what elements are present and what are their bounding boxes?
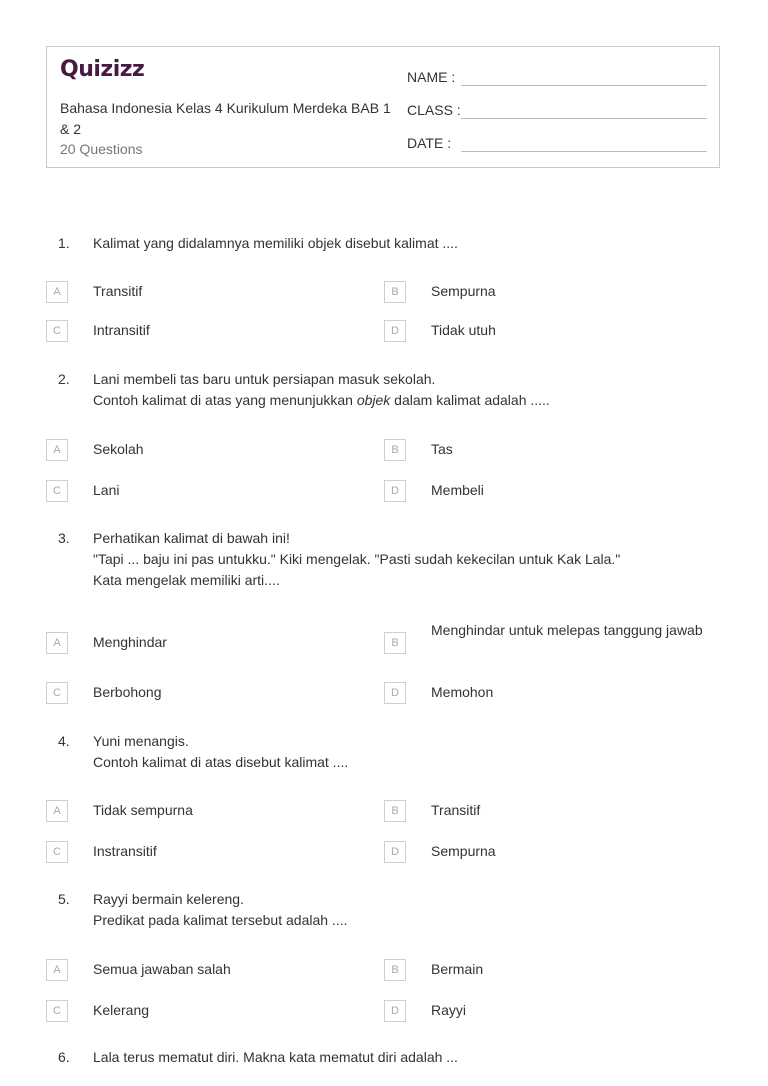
option-letter: B (384, 439, 406, 461)
name-label: NAME : (407, 69, 456, 85)
question-number: 4. (58, 733, 70, 749)
option-letter: C (46, 682, 68, 704)
question-line: Lala terus mematut diri. Makna kata mematut diri adalah ... (93, 1049, 458, 1065)
option-letter: D (384, 682, 406, 704)
option-text: Intransitif (93, 322, 150, 338)
question-number: 3. (58, 530, 70, 546)
question-number: 5. (58, 891, 70, 907)
option-text: Berbohong (93, 684, 162, 700)
name-field[interactable] (407, 64, 707, 88)
question-line-part: Contoh kalimat di atas yang menunjukkan (93, 392, 357, 408)
option-text: Rayyi (431, 1002, 467, 1018)
question-line: Perhatikan kalimat di bawah ini! (93, 530, 290, 546)
option-letter: D (384, 1000, 406, 1022)
option-text: Lani (93, 482, 120, 498)
option-letter: A (46, 959, 68, 981)
option-text: Semua jawaban salah (93, 961, 231, 977)
option-letter: C (46, 841, 68, 863)
question-text (93, 233, 733, 254)
class-field[interactable] (407, 97, 707, 121)
question-count: 20 Questions (60, 141, 143, 157)
question-line: Kalimat yang didalamnya memiliki objek disebut kalimat .... (93, 235, 458, 251)
option-letter: D (384, 480, 406, 502)
option-letter: B (384, 800, 406, 822)
class-line[interactable] (461, 118, 707, 119)
option-letter: A (46, 800, 68, 822)
option-text: Tidak utuh (431, 322, 496, 338)
option-text: Bermain (431, 961, 484, 977)
date-field[interactable] (407, 130, 707, 154)
option-letter: C (46, 480, 68, 502)
question-line: Rayyi bermain kelereng. (93, 891, 244, 907)
worksheet-title: Bahasa Indonesia Kelas 4 Kurikulum Merdeka BAB 1 & 2 (60, 100, 391, 137)
option-letter: C (46, 320, 68, 342)
option-text: Memohon (431, 684, 494, 700)
option-text: Menghindar (93, 634, 167, 650)
question-text (93, 889, 733, 931)
option-text: Transitif (431, 802, 481, 818)
question-line (93, 390, 733, 411)
option-text: Tidak sempurna (93, 802, 193, 818)
question-line: Yuni menangis. (93, 733, 189, 749)
option-text: Menghindar untuk melepas tanggung jawab (431, 622, 703, 638)
option-text: Membeli (431, 482, 484, 498)
name-line[interactable] (461, 85, 707, 86)
option-text: Sekolah (93, 441, 144, 457)
option-letter: B (384, 281, 406, 303)
option-letter: B (384, 632, 406, 654)
option-text: Instransitif (93, 843, 157, 859)
question-line-part: dalam kalimat adalah ..... (390, 392, 550, 408)
option-letter: B (384, 959, 406, 981)
class-label: CLASS : (407, 102, 461, 118)
question-line: Predikat pada kalimat tersebut adalah .... (93, 912, 348, 928)
question-line-emphasis: objek (356, 392, 391, 408)
question-line: Lani membeli tas baru untuk persiapan masuk sekolah. (93, 371, 436, 387)
question-number: 2. (58, 371, 70, 387)
option-text: Transitif (93, 283, 143, 299)
option-letter: D (384, 841, 406, 863)
option-text: Tas (431, 441, 453, 457)
option-letter: D (384, 320, 406, 342)
question-text (93, 528, 733, 591)
option-text: Kelerang (93, 1002, 150, 1018)
option-text: Sempurna (431, 843, 496, 859)
question-line: Contoh kalimat di atas disebut kalimat .... (93, 754, 349, 770)
question-text (93, 1047, 733, 1068)
option-letter: A (46, 632, 68, 654)
quizizz-logo: Quizizz (60, 57, 145, 82)
option-letter: A (46, 281, 68, 303)
question-line: Kata mengelak memiliki arti.... (93, 572, 280, 588)
option-letter: C (46, 1000, 68, 1022)
worksheet-header (46, 46, 720, 168)
question-text (93, 731, 733, 773)
question-line: "Tapi ... baju ini pas untukku." Kiki mengelak. "Pasti sudah kekecilan untuk Kak Lala." (93, 551, 621, 567)
question-text (93, 369, 733, 411)
date-label: DATE : (407, 135, 452, 151)
question-number: 6. (58, 1049, 70, 1065)
option-text: Sempurna (431, 283, 496, 299)
question-number: 1. (58, 235, 70, 251)
date-line[interactable] (461, 151, 707, 152)
option-letter: A (46, 439, 68, 461)
